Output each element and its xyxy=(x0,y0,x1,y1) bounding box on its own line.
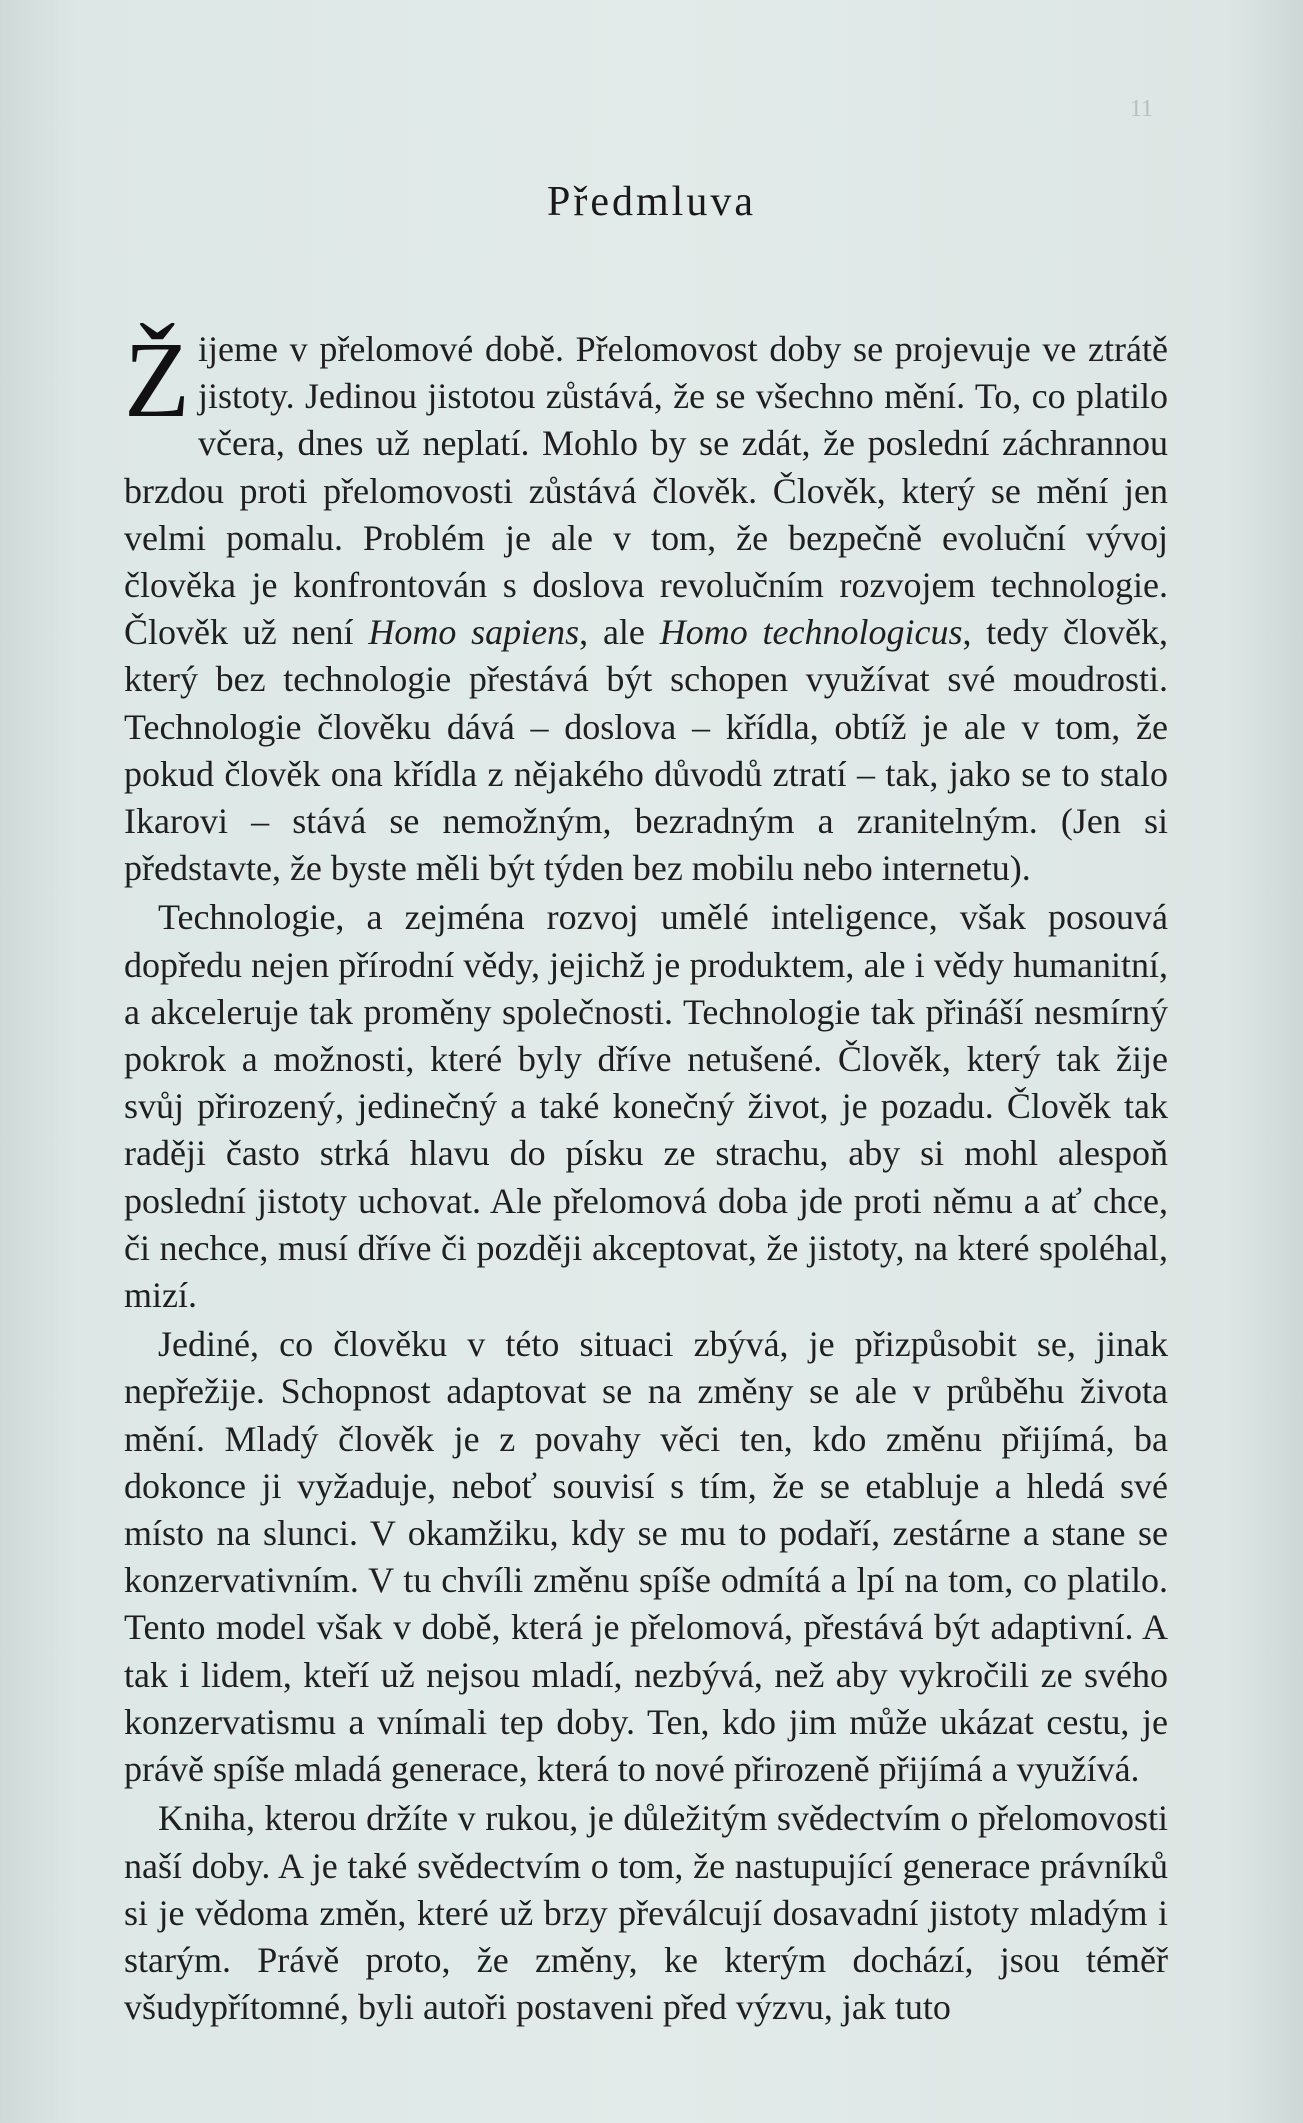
paragraph-2: Technologie, a zejména rozvoj umělé inteligence, však posouvá dopředu nejen přírodní vědy, jejichž je produktem, ale i vědy humanitní, a akceleruje tak proměny společnosti. Technologie tak přináší nesmírný pokrok a možnosti, které byly dříve netušené. Člověk, který tak žije svůj přirozený, jedinečný a také konečný život, je pozadu. Člověk tak raději často strká hlavu do písku ze strachu, aby si mohl alespoň poslední jistoty uchovat. Ale přelomová doba jde proti němu a ať chce, či nechce, musí dříve či později akceptovat, že jistoty, na které spoléhal, mizí. xyxy=(124,897,1168,1316)
paragraph-1 xyxy=(124,321,1168,892)
paragraph-3: Jediné, co člověku v této situaci zbývá, je přizpůsobit se, jinak nepřežije. Schopnost adaptovat se na změny se ale v průběhu života mění. Mladý člověk je z povahy věci ten, kdo změnu přijímá, ba dokonce ji vyžaduje, neboť souvisí s tím, že se etabluje a hledá své místo na slunci. V okamžiku, kdy se mu to podaří, zestárne a stane se konzervativním. V tu chvíli změnu spíše odmítá a lpí na tom, co platilo. Tento model však v době, která je přelomová, přestává být adaptivní. A tak i lidem, kteří už nejsou mladí, nezbývá, než aby vykročili ze svého konzervatismu a vnímali tep doby. Ten, kdo jim může ukázat cestu, je právě spíše mladá generace, která to nové přirozeně přijímá a využívá. xyxy=(124,1324,1168,1790)
italic-homo-technologicus: Homo technologicus xyxy=(659,612,963,653)
italic-homo-sapiens: Homo sapiens xyxy=(368,612,580,653)
page-title: Předmluva xyxy=(547,179,756,225)
paragraph-1-part-1: ijeme v přelomové době. Přelomovost doby se projevuje ve ztrátě jistoty. Jedinou jistotou zůstává, že se všechno mění. To, co platilo včera, dnes už neplatí. Mohlo by se zdát, že poslední záchrannou brzdou proti přelomovosti zůstává člověk. Člověk, který se mění jen velmi pomalu. Problém je ale v tom, že bezpečně evoluční vývoj člověka je konfrontován s doslova revolučním rozvojem technologie. Člověk už není xyxy=(124,329,1168,653)
paragraph-1-part-2: , ale xyxy=(579,612,660,653)
body-text xyxy=(124,321,1168,2033)
paragraph-1-part-3: , tedy člověk, který bez technologie přestává být schopen využívat své moudrosti. Technologie člověku dává – doslova – křídla, obtíž je ale v tom, že pokud člověk ona křídla z nějakého důvodů ztratí – tak, jako se to stalo Ikarovi – stává se nemožným, bezradným a zranitelným. (Jen si představte, že byste měli být týden bez mobilu nebo internetu). xyxy=(124,612,1168,889)
page-number: 11 xyxy=(1129,96,1153,122)
drop-cap: Ž xyxy=(124,321,190,440)
paragraph-4: Kniha, kterou držíte v rukou, je důležitým svědectvím o přelomovosti naší doby. A je také svědectvím o tom, že nastupující generace právníků si je vědoma změn, které už brzy převálcují dosavadní jistoty mladým i starým. Právě proto, že změny, ke kterým dochází, jsou téměř všudypřítomné, byli autoři postaveni před výzvu, jak tuto xyxy=(124,1798,1168,2028)
